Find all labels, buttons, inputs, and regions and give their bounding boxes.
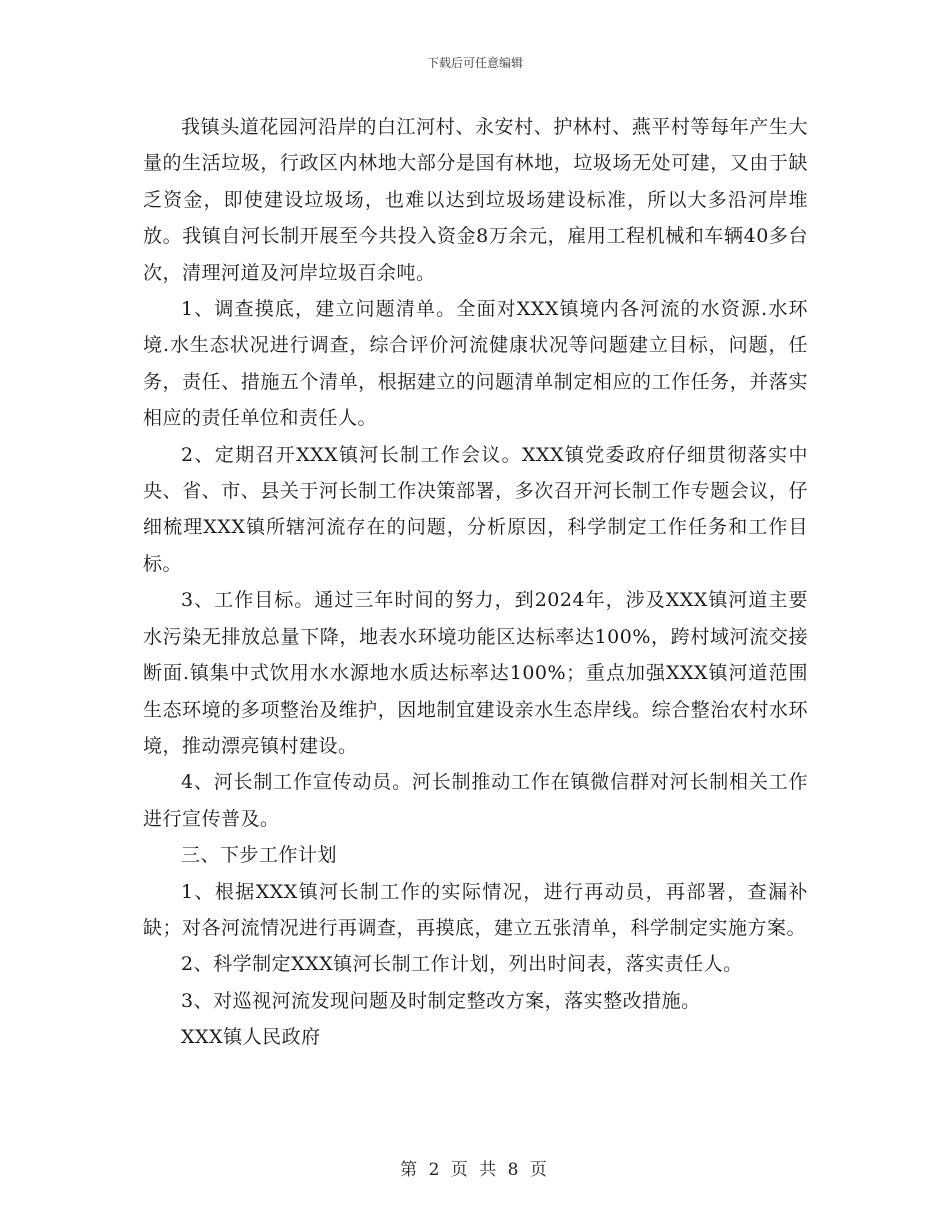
paragraph-goals: 3、工作目标。通过三年时间的努力，到2024年，涉及XXX镇河道主要水污染无排放总量下降，地表水环境功能区达标率达100%，跨村域河流交接断面.镇集中式饮用水水源地水质达标率达100%；重点加强XXX镇河道范围生态环境的多项整治及维护，因地制宜建设亲水生态岸线。综合整治农村水环境，推动漂亮镇村建设。 [143, 589, 808, 757]
paragraph-plan-3: 3、对巡视河流发现问题及时制定整改方案，落实整改措施。 [181, 989, 701, 1012]
page-number: 第 2 页 共 8 页 [400, 1160, 550, 1180]
paragraph-meeting: 2、定期召开XXX镇河长制工作会议。XXX镇党委政府仔细贯彻落实中央、省、市、县关于河长制工作决策部署，多次召开河长制工作专题会议，仔细梳理XXX镇所辖河流存在的问题，分析原因，科学制定工作任务和工作目标。 [143, 443, 808, 575]
section-heading-next-plan: 三、下步工作计划 [181, 844, 338, 867]
page-header: 下载后可任意编辑 [426, 56, 523, 70]
document-body [143, 109, 808, 1056]
paragraph-publicity: 4、河长制工作宣传动员。河长制推动工作在镇微信群对河长制相关工作进行宣传普及。 [143, 771, 808, 830]
signature: XXX镇人民政府 [181, 1026, 321, 1049]
paragraph-plan-2: 2、科学制定XXX镇河长制工作计划，列出时间表，落实责任人。 [181, 953, 743, 976]
paragraph-survey: 1、调查摸底，建立问题清单。全面对XXX镇境内各河流的水资源.水环境.水生态状况进行调查，综合评价河流健康状况等问题建立目标，问题，任务，责任、措施五个清单，根据建立的问题清单制定相应的工作任务，并落实相应的责任单位和责任人。 [143, 298, 808, 430]
paragraph-garbage-cleanup: 我镇头道花园河沿岸的白江河村、永安村、护林村、燕平村等每年产生大量的生活垃圾，行政区内林地大部分是国有林地，垃圾场无处可建，又由于缺乏资金，即使建设垃圾场，也难以达到垃圾场建设标准，所以大多沿河岸堆放。我镇自河长制开展至今共投入资金8万余元，雇用工程机械和车辆40多台次，清理河道及河岸垃圾百余吨。 [143, 116, 808, 284]
paragraph-plan-1: 1、根据XXX镇河长制工作的实际情况，进行再动员，再部署，查漏补缺；对各河流情况进行再调查，再摸底，建立五张清单，科学制定实施方案。 [143, 880, 808, 939]
